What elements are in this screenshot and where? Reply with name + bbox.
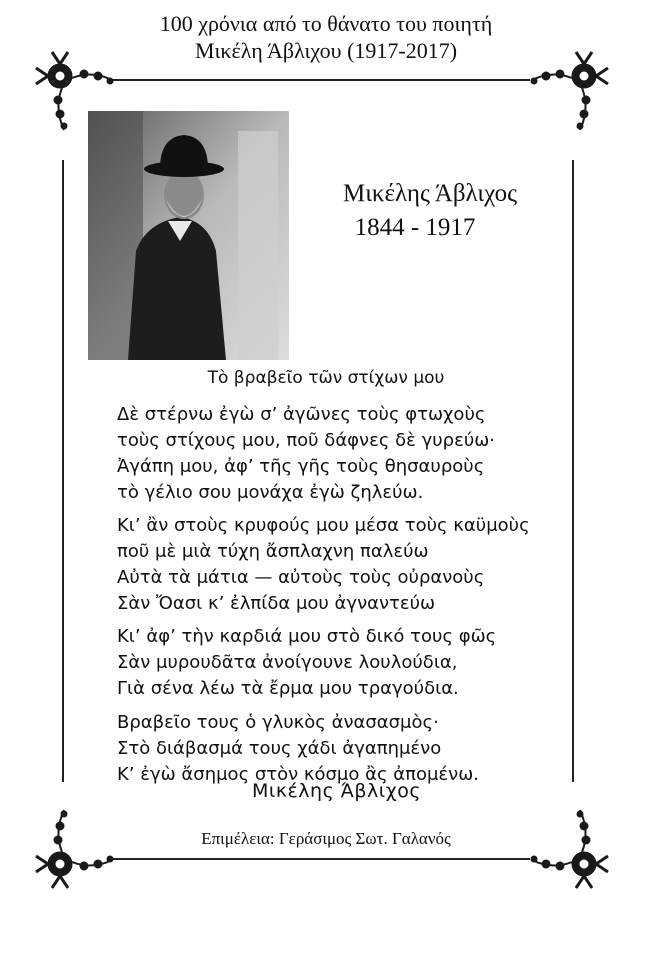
- frame-left-line: [62, 160, 64, 782]
- poem-line: Σὰν μυρουδᾶτα ἀνοίγουνε λουλούδια,: [117, 652, 458, 673]
- poem-line: Αὐτὰ τὰ μάτια — αὐτοὺς τοὺς οὐρανοὺς: [117, 567, 485, 588]
- poem-line: Δὲ στέρνω ἐγὼ σ’ ἀγῶνες τοὺς φτωχοὺς: [117, 404, 486, 425]
- header-line-2: Μικέλη Άβλιχου (1917-2017): [194, 38, 458, 63]
- poem-stanza-1: [117, 402, 495, 506]
- poem-signature: Μικέλης Άβλιχος: [252, 780, 421, 802]
- frame-bottom-line: [110, 858, 530, 860]
- poem-line: τὸ γέλιο σου μονάχα ἐγὼ ζηλεύω.: [117, 482, 424, 503]
- poem-line: Κι’ ἀφ’ τὴν καρδιά μου στὸ δικό τους φῶς: [117, 626, 497, 647]
- poem-line: Κ’ ἐγὼ ἄσημος στὸν κόσμο ἂς ἀπομένω.: [117, 764, 480, 785]
- header-line-1: 100 χρόνια από το θάνατο του ποιητή: [159, 11, 493, 36]
- poet-portrait-photo: [88, 111, 289, 360]
- poem-stanza-3: [117, 624, 496, 702]
- poem-line: Σὰν Ὄασι κ’ ἐλπίδα μου ἀγναντεύω: [117, 593, 436, 614]
- poem-line: τοὺς στίχους μου, ποῦ δάφνες δὲ γυρεύω·: [117, 430, 496, 451]
- poem-line: Γιὰ σένα λέω τὰ ἔρμα μου τραγούδια.: [117, 678, 459, 699]
- poem-stanza-4: [117, 710, 479, 788]
- poem-line: Ἀγάπη μου, ἀφ’ τῆς γῆς τοὺς θησαυροὺς: [117, 456, 485, 477]
- poet-years: 1844 - 1917: [354, 214, 476, 241]
- editor-credit: Επιμέλεια: Γεράσιμος Σωτ. Γαλανός: [201, 829, 451, 848]
- frame-right-line: [572, 160, 574, 782]
- poem-stanza-2: [117, 513, 530, 617]
- corner-ornament-top-right: [520, 48, 612, 140]
- poem-line: ποῦ μὲ μιὰ τύχη ἄσπλαχνη παλεύω: [117, 541, 429, 562]
- poem-line: Βραβεῖο τους ὁ γλυκὸς ἀνασασμὸς·: [117, 712, 439, 733]
- poet-name: Μικέλης Άβλιχος: [342, 180, 518, 207]
- frame-top-line: [110, 79, 530, 81]
- poem-line: Στὸ διάβασμά τους χάδι ἀγαπημένο: [117, 738, 442, 759]
- poem-line: Κι’ ἂν στοὺς κρυφούς μου μέσα τοὺς καϋμοὺς: [117, 515, 530, 536]
- poem-title: Τὸ βραβεῖο τῶν στίχων μου: [207, 368, 445, 388]
